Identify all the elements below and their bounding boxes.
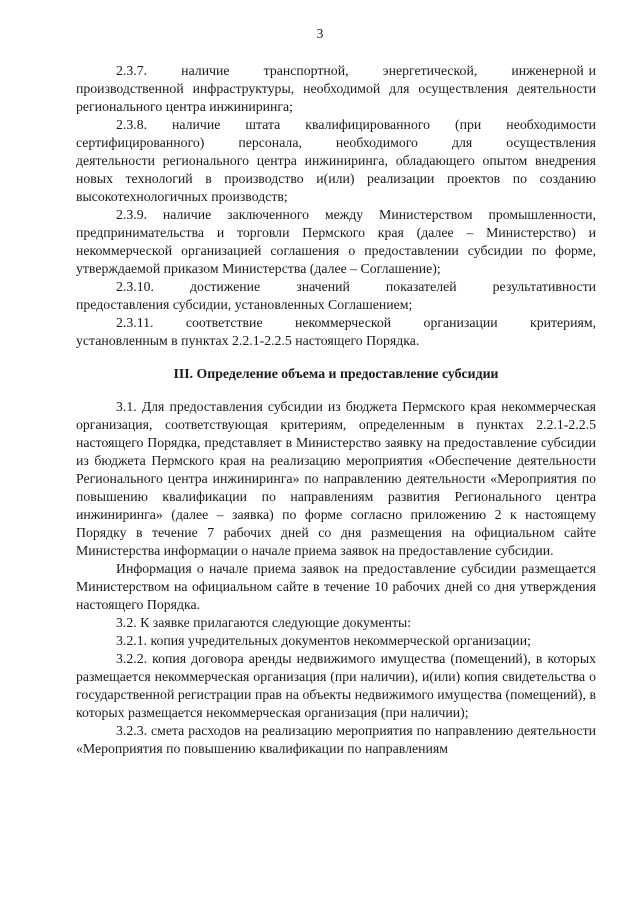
section-heading: III. Определение объема и предоставление субсидии [173, 366, 499, 381]
paragraph-2-3-9: 2.3.9. наличие заключенного между Министерством промышленности, предпринимательства и торговли Пермского края (далее – Министерство) и некоммерческой организацией соглашения о предоставлении субсидии по форме, утверждаемой приказом Министерства (далее – Соглашение); [76, 207, 596, 276]
paragraph-2-3-7: 2.3.7. наличие транспортной, энергетической, инженерной и производственной инфраструктуры, необходимой для осуществления деятельности регионального центра инжиниринга; [76, 63, 596, 114]
paragraph-3-2-1: 3.2.1. копия учредительных документов некоммерческой организации; [116, 633, 531, 648]
paragraph-3-2-2: 3.2.2. копия договора аренды недвижимого имущества (помещений), в которых размещается некоммерческая организация (при наличии), и(или) копия свидетельства о государственной регистрации прав на объекты недвижимого имущества (помещений), в которых размещается некоммерческая организация (при наличии); [76, 651, 596, 720]
paragraph-info: Информация о начале приема заявок на предоставление субсидии размещается Министерством на официальном сайте в течение 10 рабочих дней со дня утверждения настоящего Порядка. [76, 561, 596, 612]
paragraph-3-2-3: 3.2.3. смета расходов на реализацию мероприятия по направлению деятельности «Мероприятия по повышению квалификации по направлениям [76, 723, 596, 756]
paragraph-2-3-8: 2.3.8. наличие штата квалифицированного (при необходимости сертифицированного) персонала, необходимого для осуществления деятельности регионального центра инжиниринга, обладающего опытом внедрения новых технологий в производство и(или) реализации проектов по созданию высокотехнологичных производств; [76, 117, 596, 204]
paragraph-2-3-10: 2.3.10. достижение значений показателей результативности предоставления субсидии, установленных Соглашением; [76, 279, 596, 312]
paragraph-3-2: 3.2. К заявке прилагаются следующие документы: [116, 615, 412, 630]
document-body [76, 62, 596, 758]
page-number: 3 [316, 26, 324, 41]
paragraph-2-3-11: 2.3.11. соответствие некоммерческой организации критериям, установленным в пунктах 2.2.1-2.2.5 настоящего Порядка. [76, 315, 596, 348]
paragraph-3-1: 3.1. Для предоставления субсидии из бюджета Пермского края некоммерческая организация, соответствующая критериям, определенным в пунктах 2.2.1-2.2.5 настоящего Порядка, представляет в Министерство заявку на предоставление субсидии из бюджета Пермского края на реализацию мероприятия «Обеспечение деятельности Регионального центра инжиниринга» по направлению деятельности «Мероприятия по повышению квалификации по направлениям развития Регионального центра инжиниринга» (далее – заявка) по форме согласно приложению 2 к настоящему Порядку в течение 7 рабочих дней со дня размещения на официальном сайте Министерства информации о начале приема заявок на предоставление субсидии. [76, 399, 596, 558]
